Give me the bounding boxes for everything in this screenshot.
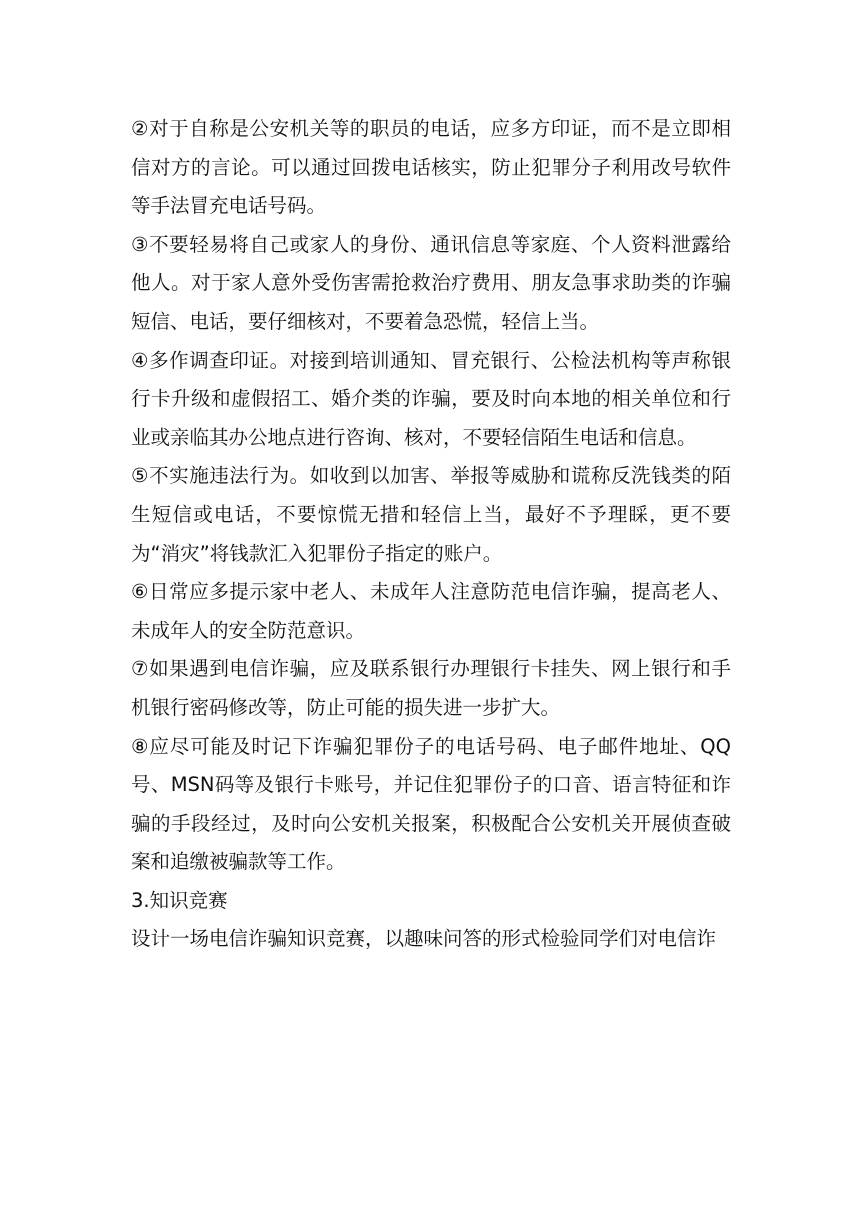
paragraph-investigate-verify: ④多作调查印证。对接到培训通知、冒充银行、公检法机构等声称银行卡升级和虚假招工、婚介类的诈骗，要及时向本地的相关单位和行业或亲临其办公地点进行咨询、核对，不要轻信陌生电话和信息。 bbox=[131, 348, 731, 449]
paragraph-verify-police-calls: ②对于自称是公安机关等的职员的电话，应多方印证，而不是立即相信对方的言论。可以通过回拨电话核实，防止犯罪分子利用改号软件等手法冒充电话号码。 bbox=[131, 117, 731, 218]
paragraph-report-loss: ⑦如果遇到电信诈骗，应及联系银行办理银行卡挂失、网上银行和手机银行密码修改等，防止可能的损失进一步扩大。 bbox=[131, 657, 731, 719]
paragraph-contest-description: 设计一场电信诈骗知识竞赛，以趣味问答的形式检验同学们对电信诈 bbox=[131, 927, 717, 951]
paragraph-record-evidence: ⑧应尽可能及时记下诈骗犯罪份子的电话号码、电子邮件地址、QQ号、MSN码等及银行卡账号，并记住犯罪份子的口音、语言特征和诈骗的手段经过，及时向公安机关报案，积极配合公安机关开展侦查破案和追缴被骗款等工作。 bbox=[131, 734, 731, 874]
paragraph-no-illegal-acts: ⑤不实施违法行为。如收到以加害、举报等威胁和谎称反洗钱类的陌生短信或电话，不要惊慌无措和轻信上当，最好不予理睬，更不要为“消灾”将钱款汇入犯罪份子指定的账户。 bbox=[131, 464, 731, 565]
paragraph-protect-personal-info: ③不要轻易将自己或家人的身份、通讯信息等家庭、个人资料泄露给他人。对于家人意外受伤害需抢救治疗费用、朋友急事求助类的诈骗短信、电话，要仔细核对，不要着急恐慌，轻信上当。 bbox=[131, 232, 731, 333]
document-body bbox=[131, 110, 731, 959]
section-heading-knowledge-contest: 3.知识竞赛 bbox=[131, 888, 228, 912]
paragraph-remind-family: ⑥日常应多提示家中老人、未成年人注意防范电信诈骗，提高老人、未成年人的安全防范意识。 bbox=[131, 580, 731, 642]
